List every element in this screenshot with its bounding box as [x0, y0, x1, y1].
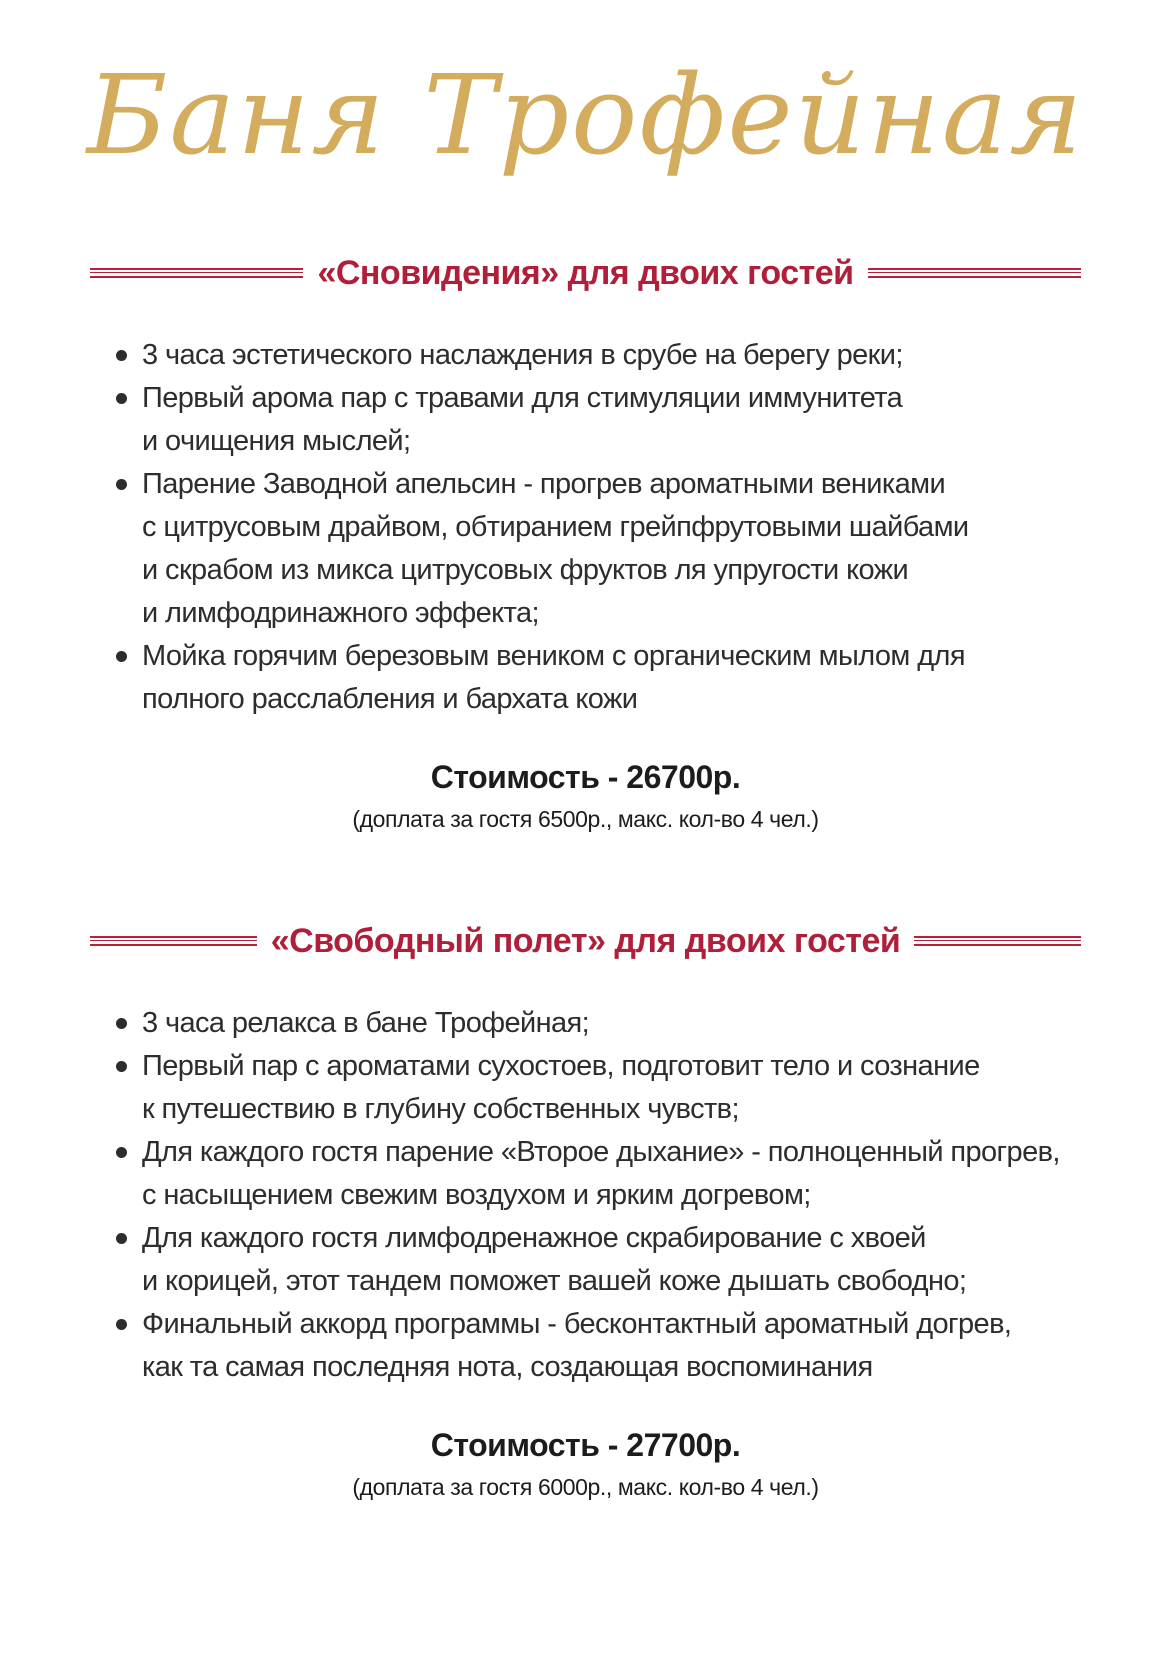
list-item-line: Для каждого гостя лимфодренажное скрабирование с хвоей	[142, 1222, 926, 1254]
heading-rule-left	[90, 268, 303, 278]
heading-rule-right	[914, 936, 1081, 946]
list-item-line: Парение Заводной апельсин - прогрев ароматными вениками	[142, 468, 946, 500]
bullet-icon	[116, 1233, 127, 1244]
heading-rule-left	[90, 936, 257, 946]
bullet-icon	[116, 393, 127, 404]
list-item	[142, 1217, 1120, 1303]
list-item-line: Для каждого гостя парение «Второе дыхание» - полноценный прогрев,	[142, 1136, 1060, 1168]
list-item	[142, 1303, 1120, 1389]
bullet-icon	[116, 1061, 127, 1072]
page-title: Баня Трофейная	[86, 51, 1085, 179]
program-section-1	[0, 250, 1171, 833]
bullet-icon	[116, 350, 127, 361]
section-heading-row	[0, 918, 1171, 964]
list-item-line: полного расслабления и бархата кожи	[142, 683, 638, 715]
list-item-line: и очищения мыслей;	[142, 425, 411, 457]
list-item-line: Финальный аккорд программы - бесконтактный ароматный догрев,	[142, 1308, 1012, 1340]
list-item-line: к путешествию в глубину собственных чувств;	[142, 1093, 739, 1125]
price: Стоимость - 27700р.	[430, 1427, 741, 1463]
list-item-line: 3 часа релакса в бане Трофейная;	[142, 1007, 590, 1039]
list-item	[142, 1002, 1120, 1045]
list-item-line: с цитрусовым драйвом, обтиранием грейпфрутовыми шайбами	[142, 511, 969, 543]
section-heading: «Свободный полет» для двоих гостей	[270, 921, 901, 960]
bullet-icon	[116, 479, 127, 490]
list-item	[142, 463, 1120, 635]
list-item	[142, 334, 1120, 377]
list-item-line: 3 часа эстетического наслаждения в срубе на берегу реки;	[142, 339, 903, 371]
list-item-line: и скрабом из микса цитрусовых фруктов ля упругости кожи	[142, 554, 909, 586]
list-item-line: и лимфодринажного эффекта;	[142, 597, 539, 629]
list-item	[142, 377, 1120, 463]
list-item-line: Мойка горячим березовым веником с органическим мылом для	[142, 640, 965, 672]
price-note: (доплата за гостя 6500р., макс. кол-во 4 чел.)	[352, 806, 819, 832]
list-item-line: и корицей, этот тандем поможет вашей коже дышать свободно;	[142, 1265, 967, 1297]
program-section-2	[0, 918, 1171, 1501]
list-item-line: Первый пар с ароматами сухостоев, подготовит тело и сознание	[142, 1050, 980, 1082]
price: Стоимость - 26700р.	[430, 759, 741, 795]
list-item-line: Первый арома пар с травами для стимуляции иммунитета	[142, 382, 903, 414]
bullet-icon	[116, 1147, 127, 1158]
bullet-icon	[116, 651, 127, 662]
list-item	[142, 1045, 1120, 1131]
list-item-line: с насыщением свежим воздухом и ярким догревом;	[142, 1179, 811, 1211]
feature-list	[0, 334, 1120, 721]
bullet-icon	[116, 1018, 127, 1029]
list-item	[142, 1131, 1120, 1217]
bullet-icon	[116, 1319, 127, 1330]
price-note: (доплата за гостя 6000р., макс. кол-во 4 чел.)	[352, 1474, 819, 1500]
list-item-line: как та самая последняя нота, создающая воспоминания	[142, 1351, 873, 1383]
section-heading-row	[0, 250, 1171, 296]
section-heading: «Сновидения» для двоих гостей	[317, 253, 854, 292]
feature-list	[0, 1002, 1120, 1389]
list-item	[142, 635, 1120, 721]
heading-rule-right	[868, 268, 1081, 278]
